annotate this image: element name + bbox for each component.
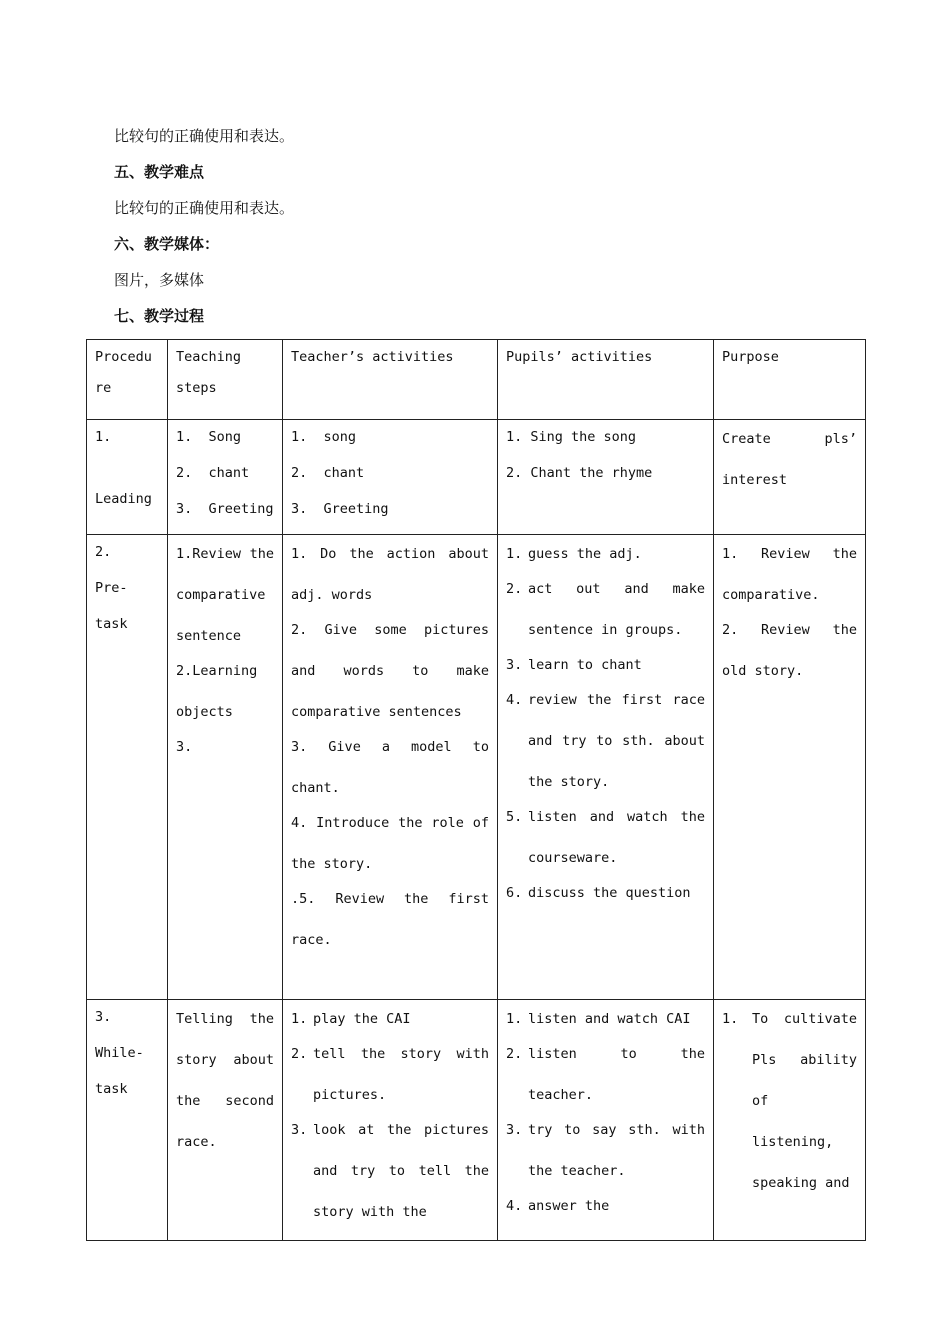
table-row: [87, 535, 866, 1000]
header-pupils-activities: Pupils’ activities: [498, 340, 714, 420]
steps-leading: 1. Song 2. chant 3. Greeting: [168, 420, 283, 535]
purpose-pre-task: 1. Review the comparative. 2. Review the old story.: [714, 535, 866, 1000]
paragraph-media: 图片，多媒体: [114, 271, 205, 289]
stage-while-task: 3. While- task: [87, 1000, 168, 1241]
steps-while-task: Telling the story about the second race.: [168, 1000, 283, 1241]
header-purpose: Purpose: [714, 340, 866, 420]
pupils-leading: 1. Sing the song 2. Chant the rhyme: [498, 420, 714, 535]
stage-leading: 1. Leading: [87, 420, 168, 535]
heading-media: 六、教学媒体：: [114, 235, 220, 253]
lesson-table: [86, 339, 866, 1241]
purpose-while-task: 1. To cultivate Pls ability of listening, speaking and: [714, 1000, 866, 1241]
table-header-row: [87, 340, 866, 420]
pupils-while-task: 1. listen and watch CAI 2. listen to the teacher. 3. try to say sth. with the teacher. 4. answer the: [498, 1000, 714, 1241]
header-procedure: Procedu re: [87, 340, 168, 420]
pupils-pre-task: 1. guess the adj. 2. act out and make sentence in groups. 3. learn to chant 4. review the first race and try to sth. about the story. 5. listen and watch the courseware. 6. discuss the question: [498, 535, 714, 1000]
stage-pre-task: 2. Pre- task: [87, 535, 168, 1000]
heading-process: 七、教学过程: [114, 307, 205, 325]
header-teaching-steps: Teaching steps: [168, 340, 283, 420]
teacher-while-task: 1. play the CAI 2. tell the story with pictures. 3. look at the pictures and try to tell the story with the: [283, 1000, 498, 1241]
teacher-pre-task: 1. Do the action about adj. words 2. Give some pictures and words to make comparative sentences 3. Give a model to chant. 4. Introduce the role of the story. .5. Review the first race.: [283, 535, 498, 1000]
purpose-leading: Create pls’ interest: [714, 420, 866, 535]
table-row: [87, 420, 866, 535]
paragraph-difficulty: 比较句的正确使用和表达。: [114, 199, 295, 217]
table-row: [87, 1000, 866, 1241]
heading-difficulty: 五、教学难点: [114, 163, 205, 181]
teacher-leading: 1. song 2. chant 3. Greeting: [283, 420, 498, 535]
steps-pre-task: 1.Review the comparative sentence 2.Learning objects 3.: [168, 535, 283, 1000]
header-teacher-activities: Teacher’s activities: [283, 340, 498, 420]
paragraph-focus: 比较句的正确使用和表达。: [114, 127, 295, 145]
